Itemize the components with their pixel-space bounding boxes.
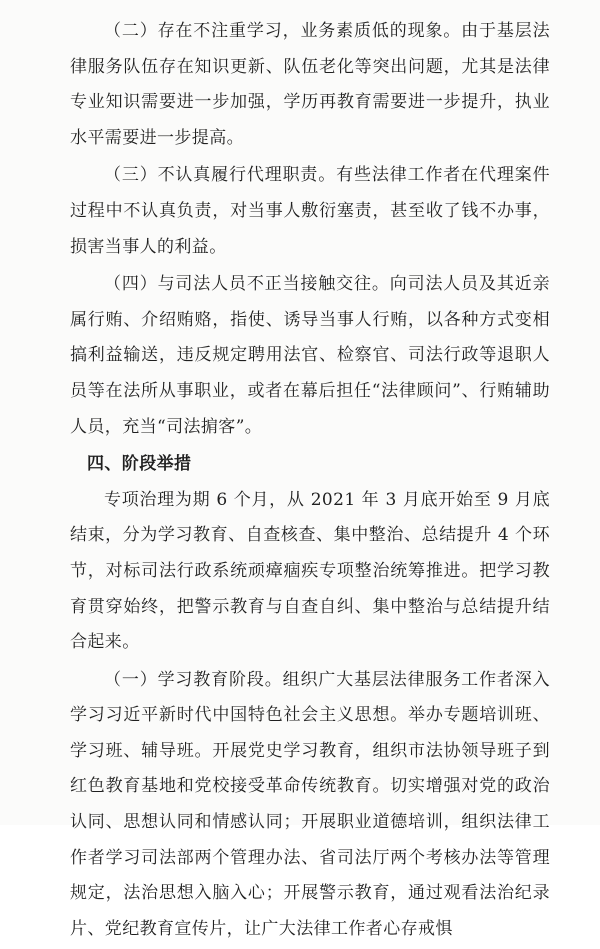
paragraph-issue-four <box>70 267 550 445</box>
document-body <box>70 14 550 949</box>
section-intro-paragraph: 专项治理为期 6 个月，从 2021 年 3 月底开始至 9 月底结束，分为学习教育、自查核查、集中整治、总结提升 4 个环节，对标司法行政系统顽瘴痼疾专项整治统筹推进。把学习教育贯穿始终，把警示教育与自查自纠、集中整治与总结提升结合起来。 <box>70 489 550 653</box>
stage-one-paragraph <box>70 663 550 948</box>
paragraph-issue-four-label: （四）与司法人员不正当接触交往。 <box>104 274 390 295</box>
paragraph-issue-two-label: （二）存在不注重学习，业务素质低的现象。 <box>104 21 462 41</box>
paragraph-issue-three <box>70 158 550 265</box>
section-heading: 四、阶段举措 <box>87 454 192 475</box>
stage-one-text: 组织广大基层法律服务工作者深入学习习近平新时代中国特色社会主义思想。举办专题培训班、学习班、辅导班。开展党史学习教育，组织市法协领导班子到红色教育基地和党校接受革命传统教育。切实增强对党的政治认同、思想认同和情感认同；开展职业道德培训，组织法律工作者学习司法部两个管理办法、省司法厅两个考核办法等管理规定，法治思想入脑入心；开展警示教育，通过观看法治纪录片、党纪教育宣传片，让广大法律工作者心存戒惧 <box>70 669 551 939</box>
stage-one-label: （一）学习教育阶段。 <box>104 669 283 690</box>
paragraph-issue-two-text: 由于基层法律服务队伍存在知识更新、队伍老化等突出问题，尤其是法律专业知识需要进一步加强，学历再教育需要进一步提升，执业水平需要进一步提高。 <box>70 21 551 148</box>
paragraph-issue-three-label: （三）不认真履行代理职责。 <box>104 165 337 186</box>
paragraph-issue-three-text: 有些法律工作者在代理案件过程中不认真负责，对当事人敷衍塞责，甚至收了钱不办事，损害当事人的利益。 <box>70 165 550 257</box>
paragraph-issue-two <box>70 14 550 156</box>
paragraph-issue-four-text: 向司法人员及其近亲属行贿、介绍贿赂，指使、诱导当事人行贿，以各种方式变相搞利益输送，违反规定聘用法官、检察官、司法行政等退职人员等在法所从事职业，或者在幕后担任“法律顾问”、行贿辅助人员，充当“司法掮客”。 <box>70 274 550 437</box>
